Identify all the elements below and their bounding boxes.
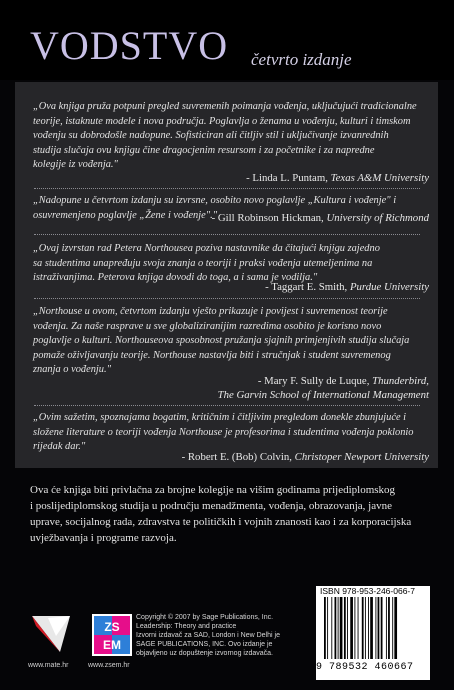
barcode-bar xyxy=(362,597,364,659)
quote-line: „Nadopune u četvrtom izdanju su izvrsne, osobito novo poglavlje „Kultura i vođenje" i xyxy=(33,195,397,206)
book-title: VODSTVO xyxy=(30,23,229,68)
edition-subtitle: četvrto izdanje xyxy=(251,50,352,69)
description-line: i poslijediplomskog studija u području menadžmenta, vođenja, obrazovanja, javne xyxy=(30,500,392,512)
barcode-bar xyxy=(381,597,383,659)
description-line: uvježbavanja i programe razvoja. xyxy=(30,532,177,544)
quote-line: „Ovaj izvrstan rad Petera Northousea poziva nastavnike da čitajući knjigu zajedno xyxy=(33,243,380,254)
quote-line: osuvremenjeno poglavlje „Žene i vođenje"." xyxy=(33,209,218,221)
quote-line: „Ova knjiga pruža potpuni pregled suvremenih poimanja vođenja, uključujući tradicionalne xyxy=(33,101,417,112)
barcode-bar xyxy=(338,597,339,659)
barcode-bar xyxy=(388,597,390,659)
barcode-bar xyxy=(370,597,373,659)
barcode-bar xyxy=(354,597,355,659)
quote-attribution: - Mary F. Sully de Luque, Thunderbird, xyxy=(257,375,429,387)
barcode-bar xyxy=(331,597,332,659)
barcode-bar xyxy=(394,597,397,659)
copyright-line: Copyright © 2007 by Sage Publications, Inc. xyxy=(136,614,274,621)
zsem-logo xyxy=(92,614,132,656)
copyright-line: objavljeno uz dopuštenje izvornog izdavača. xyxy=(136,650,273,657)
quote-line: kolegije iz vođenja." xyxy=(33,159,118,170)
quote-colvin xyxy=(33,411,413,455)
quote-smith xyxy=(33,242,380,286)
barcode-bar xyxy=(324,597,326,659)
zsem-logo-text-bottom: EM xyxy=(103,638,121,652)
quote-line: teorije, istaknute modele i nova područja. Poglavlja o ženama u vođenju, kulturi i timskom xyxy=(33,115,411,127)
copyright-line: Leadership: Theory and practice xyxy=(136,623,237,630)
copyright-line: SAGE PUBLICATIONS, INC. Ovo izdanje je xyxy=(136,641,273,648)
quote-divider xyxy=(34,188,420,189)
barcode-bar xyxy=(327,597,328,659)
barcode-bar xyxy=(386,597,387,659)
isbn-label: ISBN 978-953-246-066-7 xyxy=(320,586,415,596)
barcode-bar xyxy=(344,597,346,659)
quote-line: „Northouse u ovom, četvrtom izdanju vješto prikazuje i povijest i suvremenost teorije xyxy=(33,306,388,317)
quote-divider xyxy=(34,298,420,299)
quote-line: vođenja. Za naše rasprave u sve globaliziranijim razredima osobito je korisno novo xyxy=(33,320,382,332)
barcode-bar xyxy=(375,597,376,659)
zsem-url: www.zsem.hr xyxy=(88,662,130,669)
quote-line: pomaže oživljavanju teorije. Northouse nastavlja biti i stručnjak i student suvremenog xyxy=(33,349,391,361)
quote-line: složene literature o teoriji vođenja Northouse je profesorima i studentima vođenja poklonio xyxy=(33,426,414,438)
barcode-bar xyxy=(365,597,366,659)
barcode-bar xyxy=(378,597,380,659)
quote-puntam xyxy=(33,100,417,173)
quote-line: poglavlje o kulturi. Northouseova sposobnost pružanja sjajnih primjenjivih studija slučaja xyxy=(33,335,410,346)
quote-sully-de-luque xyxy=(33,305,409,378)
isbn-digits: 9 789532 460667 xyxy=(316,662,414,673)
barcode-bar xyxy=(392,597,393,659)
quote-line: vođenju su dobrodošle nadopune. Sofisticiran ali čitljiv stil i uključivanje izvanrednih xyxy=(33,130,389,141)
barcode-bar xyxy=(350,597,353,659)
quote-attribution-school: The Garvin School of International Management xyxy=(217,389,429,401)
barcode-bar xyxy=(335,597,337,659)
quote-line: rijedak dar." xyxy=(33,441,86,452)
quote-attribution: - Robert E. (Bob) Colvin, Christoper Newport University xyxy=(181,451,429,463)
mate-url: www.mate.hr xyxy=(28,662,69,669)
quote-line: studija slučaja ovu knjigu čine dragocjenim resursom i za početnike i za napredne xyxy=(33,144,375,156)
barcode xyxy=(322,597,422,659)
barcode-bar xyxy=(347,597,348,659)
barcode-bar xyxy=(358,597,359,659)
book-description xyxy=(30,482,428,546)
barcode-bar xyxy=(368,597,369,659)
description-line: Ova će knjiga biti privlačna za brojne kolegije na višim godinama prijediplomskog xyxy=(30,484,396,496)
quote-attribution: - Gill Robinson Hickman, University of Richmond xyxy=(211,212,429,224)
description-line: uprave, socijalnog rada, zdravstva te političkih i vojnih znanosti kao i za korporacijska xyxy=(30,516,412,528)
quote-divider xyxy=(34,234,420,235)
quote-divider xyxy=(34,405,420,406)
quote-line: znanja o vođenju." xyxy=(33,364,111,375)
quote-attribution: - Taggart E. Smith, Purdue University xyxy=(265,281,429,293)
mate-logo xyxy=(30,612,72,654)
quote-line: istraživanjima. Peterova knjiga dovodi do toga, a i sama je vodilja." xyxy=(33,272,318,283)
quote-attribution: - Linda L. Puntam, Texas A&M University xyxy=(246,172,429,184)
quote-line: „Ovim sažetim, spoznajama bogatim, kritičnim i čitljivim pregledom donekle zbunjujuće i xyxy=(33,412,407,423)
copyright-line: Izvorni izdavač za SAD, London i New Delhi je xyxy=(136,632,280,639)
quote-line: sa studentima unapređuju svoja znanja o teoriji i praksi vođenja utemeljenima na xyxy=(33,257,373,269)
barcode-bar xyxy=(340,597,343,659)
copyright-notice xyxy=(136,613,312,658)
zsem-logo-text-top: ZS xyxy=(104,620,120,634)
